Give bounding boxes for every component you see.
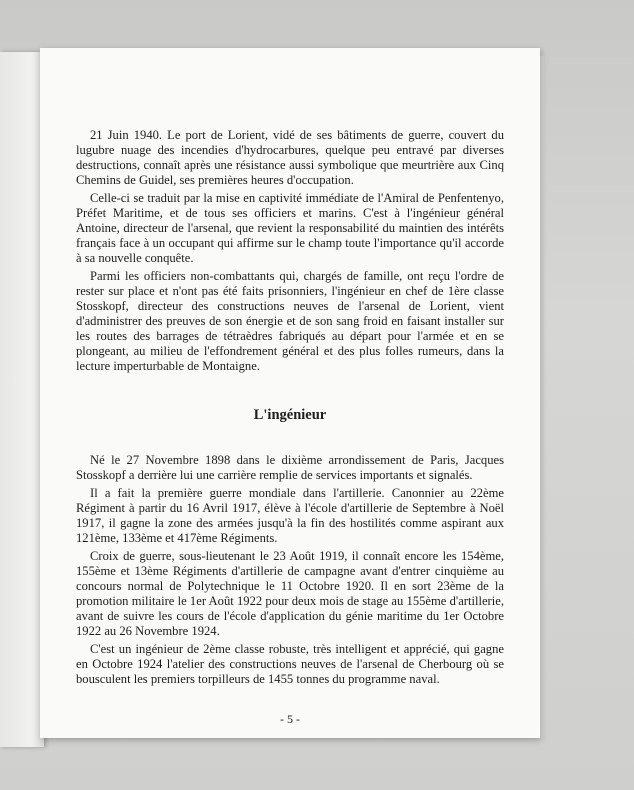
- page-body: [76, 128, 504, 690]
- paragraph-birth: Né le 27 Novembre 1898 dans le dixième arrondissement de Paris, Jacques Stosskopf a derrière lui une carrière remplie de services importants et signalés.: [76, 453, 504, 482]
- facing-page-edge: [0, 52, 44, 747]
- page-number: - 5 -: [280, 712, 300, 726]
- paragraph-occupation: 21 Juin 1940. Le port de Lorient, vidé de ses bâtiments de guerre, couvert du lugubre nuage des incendies d'hydrocarbures, quelque peu entravé par diverses destructions, connaît après une résistance aussi symbolique que meurtrière aux Cinq Chemins de Guidel, ses premières heures d'occupation.: [76, 128, 504, 187]
- book-page: [40, 48, 540, 738]
- section-heading: L'ingénieur: [253, 407, 327, 423]
- paragraph-croix-de-guerre: Croix de guerre, sous-lieutenant le 23 Août 1919, il connaît encore les 154ème, 155ème et 13ème Régiments d'artillerie de campagne avant d'entrer cinquième au concours normal de Polytechnique le 11 Octobre 1920. Il en sort 23ème de la promotion militaire le 1er Août 1922 pour deux mois de stage au 155ème d'artillerie, avant de suivre les cours de l'école d'application du génie maritime du 1er Octobre 1922 au 26 Novembre 1924.: [76, 549, 504, 638]
- paragraph-cherbourg: C'est un ingénieur de 2ème classe robuste, très intelligent et apprécié, qui gagne en Octobre 1924 l'atelier des constructions neuves de l'arsenal de Cherbourg où se bousculent les premiers torpilleurs de 1455 tonnes du programme naval.: [76, 642, 504, 686]
- paragraph-first-war: Il a fait la première guerre mondiale dans l'artillerie. Canonnier au 22ème Régiment à partir du 16 Avril 1917, élève à l'école d'artillerie de Septembre à Noël 1917, il gagne la zone des armées jusqu'à la fin des hostilités comme aspirant aux 121ème, 133ème et 417ème Régiments.: [76, 486, 504, 545]
- paragraph-captivity: Celle-ci se traduit par la mise en captivité immédiate de l'Amiral de Penfentenyo, Préfet Maritime, et de tous ses officiers et marins. C'est à l'ingénieur général Antoine, directeur de l'arsenal, que revient la responsabilité du maintien des intérêts français face à un occupant qui affirme sur le champ toute l'importance qu'il accorde à sa nouvelle conquête.: [76, 191, 504, 265]
- paragraph-stosskopf: Parmi les officiers non-combattants qui, chargés de famille, ont reçu l'ordre de rester sur place et n'ont pas été faits prisonniers, l'ingénieur en chef de 1ère classe Stosskopf, directeur des constructions neuves de l'arsenal de Lorient, vient d'administrer des preuves de son énergie et de son sang froid en faisant installer sur les routes des barrages de tétraèdres fabriqués au départ pour l'armée et en se plongeant, au milieu de l'effondrement général et des plus folles rumeurs, dans la lecture imperturbable de Montaigne.: [76, 269, 504, 373]
